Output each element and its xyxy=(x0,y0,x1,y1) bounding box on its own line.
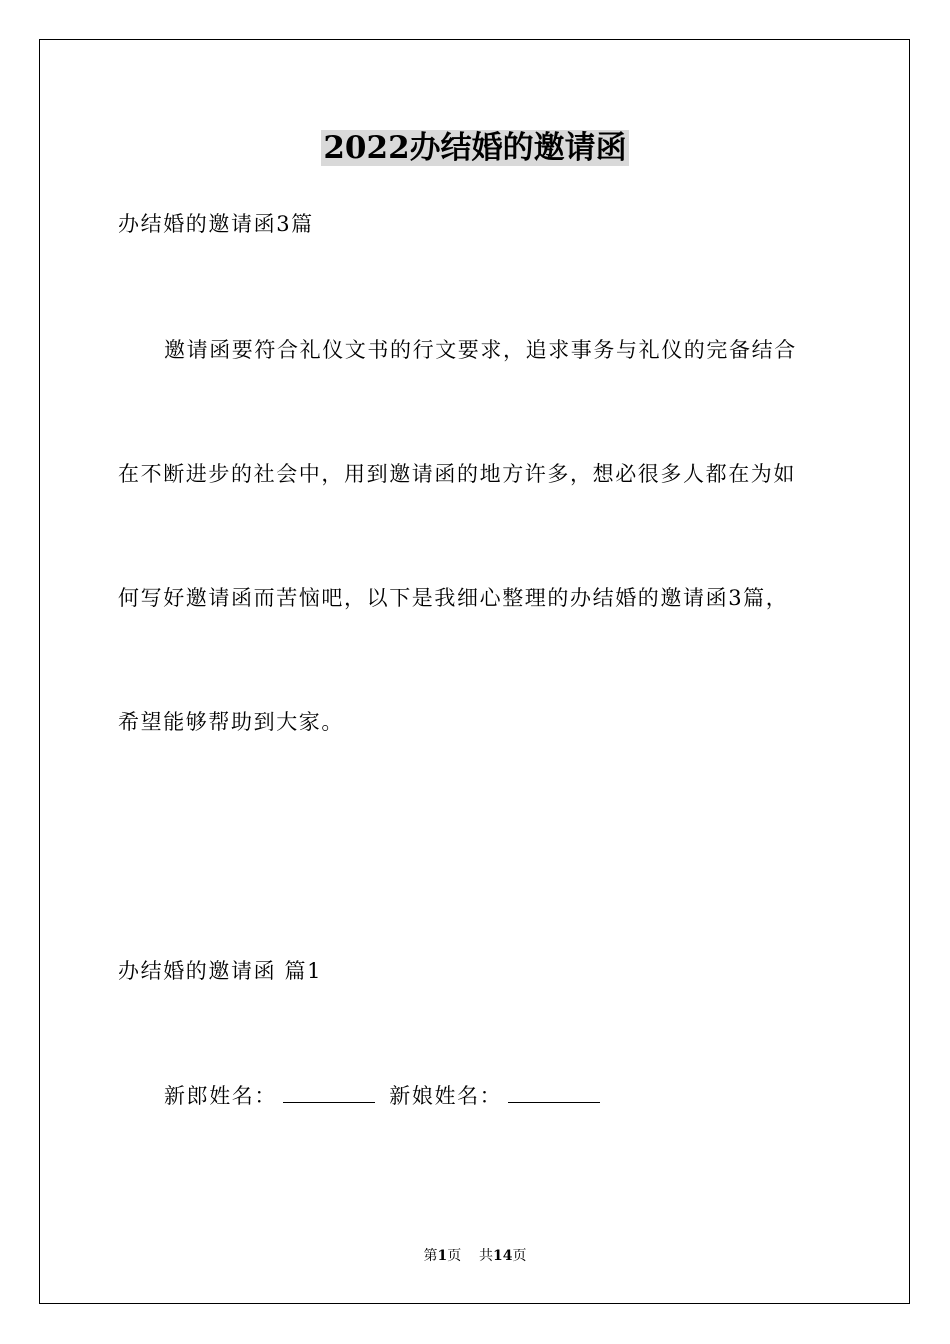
intro-line-1: 邀请函要符合礼仪文书的行文要求，追求事务与礼仪的完备结合 xyxy=(164,338,797,362)
section-heading: 办结婚的邀请函 篇1 xyxy=(118,959,323,983)
document-subtitle: 办结婚的邀请函3篇 xyxy=(118,212,314,236)
bride-name-blank xyxy=(508,1082,600,1103)
intro-line-2: 在不断进步的社会中，用到邀请函的地方许多，想必很多人都在为如 xyxy=(118,462,796,486)
page-number: 1 xyxy=(437,1248,448,1264)
total-prefix: 共 xyxy=(479,1248,494,1264)
groom-name-blank xyxy=(283,1082,375,1103)
document-title-text: 2022办结婚的邀请函 xyxy=(323,130,627,166)
total-pages: 14 xyxy=(493,1248,513,1264)
page-footer xyxy=(0,1246,950,1266)
page-suffix: 页 xyxy=(447,1248,462,1264)
groom-name-label: 新郎姓名： xyxy=(164,1084,277,1108)
intro-line-4: 希望能够帮助到大家。 xyxy=(118,710,344,734)
total-suffix: 页 xyxy=(512,1248,527,1264)
document-title xyxy=(0,128,950,168)
bride-name-label: 新娘姓名： xyxy=(389,1084,503,1108)
intro-line-3: 何写好邀请函而苦恼吧，以下是我细心整理的办结婚的邀请函3篇， xyxy=(118,586,789,610)
page-prefix: 第 xyxy=(423,1248,438,1264)
name-form-row xyxy=(164,1081,606,1111)
